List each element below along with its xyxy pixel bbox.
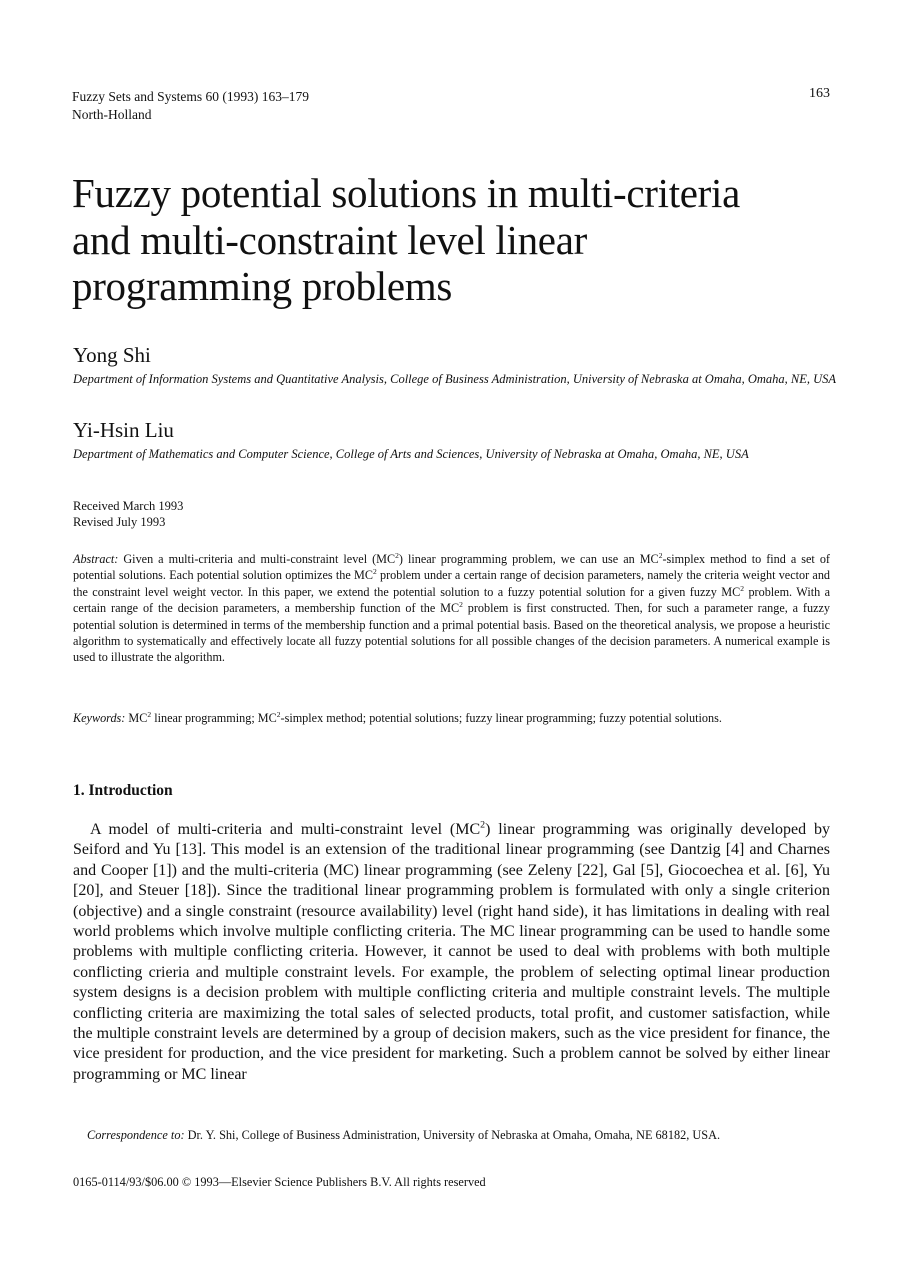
title-line-3: programming problems	[72, 263, 453, 309]
revised-date: Revised July 1993	[73, 515, 166, 529]
page-number: 163	[809, 86, 830, 101]
abstract-label: Abstract:	[73, 552, 119, 566]
article-title	[72, 170, 852, 310]
publisher: North-Holland	[72, 107, 152, 122]
correspondence-footnote: Correspondence to: Dr. Y. Shi, College of Business Administration, University of Nebraska at Omaha, Omaha, NE 68182, USA.	[87, 1128, 721, 1142]
running-head	[72, 88, 309, 124]
journal-citation: Fuzzy Sets and Systems 60 (1993) 163–179	[72, 89, 309, 104]
author-name: Yi-Hsin Liu	[73, 418, 174, 442]
section-heading: 1. Introduction	[73, 782, 173, 799]
copyright-line: 0165-0114/93/$06.00 © 1993—Elsevier Science Publishers B.V. All rights reserved	[73, 1175, 486, 1189]
received-date: Received March 1993	[73, 499, 184, 513]
keywords-label: Keywords:	[73, 711, 126, 725]
author-affiliation: Department of Mathematics and Computer Science, College of Arts and Sciences, University of Nebraska at Omaha, Omaha, NE, USA	[73, 447, 749, 461]
author-name: Yong Shi	[73, 343, 151, 367]
abstract: Abstract: Given a multi-criteria and multi-constraint level $(MC^2)$ linear programming problem, we can use an $MC^2$-simplex method to find a set of potential solutions. Each potential solution optimizes the $MC^2$ problem under a certain range of decision parameters, namely the criteria weight vector and the constraint level weight vector. In this paper, we extend the potential solution to a fuzzy potential solution for a given fuzzy $MC^2$ problem. With a certain range of the decision parameters, a membership function of the $MC^2$ problem is first constructed. Then, for such a parameter range, a fuzzy potential solution is determined in terms of the membership function and a primal potential basis. Based on the theoretical analysis, we propose a heuristic algorithm to systematically and effectively locate all fuzzy potential solutions for all possible changes of the decision parameters. A numerical example is used to illustrate the algorithm.	[73, 550, 831, 665]
keywords: Keywords: $MC^2$ linear programming; $MC^2$-simplex method; potential solutions; fuzzy linear programming; fuzzy potential solutions.	[73, 709, 722, 725]
title-line-1: Fuzzy potential solutions in multi-criteria	[72, 170, 741, 216]
article-history	[73, 498, 183, 530]
introduction-paragraph: A model of multi-criteria and multi-constraint level $(MC^2)$ linear programming was originally developed by Seiford and Yu [13]. This model is an extension of the traditional linear programming (see Dantzig [4] and Charnes and Cooper [1]) and the multi-criteria (MC) linear programming (see Zeleny [22], Gal [5], Giocoechea et al. [6], Yu [20], and Steuer [18]). Since the traditional linear programming problem is formulated with only a single criterion (objective) and a single constraint (resource availability) level (right hand side), it has limitations in dealing with real world problems which involve multiple conflicting criteria. The MC linear programming can be used to handle some problems with multiple conflicting criteria. However, it cannot be used to deal with problems with both multiple conflicting crieria and multiple constraint levels. For example, the problem of selecting optimal linear production system designs is a decision problem with multiple conflicting criteria and multiple constraint levels. The multiple conflicting criteria are maximizing the total sales of selected products, total profit, and customer satisfaction, while the multiple constraint levels are determined by a group of decision makers, such as the vice president for finance, the vice president for production, and the vice president for marketing. Such a problem cannot be solved by either linear programming or MC linear	[73, 819, 830, 1083]
title-line-2: and multi-constraint level linear	[72, 216, 587, 263]
footnote-label: Correspondence to:	[87, 1128, 185, 1142]
author-affiliation: Department of Information Systems and Quantitative Analysis, College of Business Administration, University of Nebraska at Omaha, Omaha, NE, USA	[73, 372, 837, 386]
